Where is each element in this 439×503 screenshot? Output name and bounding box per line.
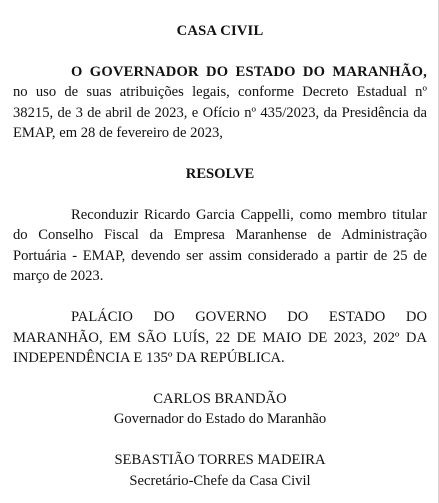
signature-block-governor (13, 389, 427, 430)
signature-role: Secretário-Chefe da Casa Civil (129, 472, 311, 489)
decision-paragraph: Reconduzir Ricardo Garcia Cappelli, como membro titular do Conselho Fiscal da Empresa Maranhense de Administração Portuária - EMAP, devendo ser assim considerado a partir de 25 de março de 2023. (13, 206, 427, 285)
governor-text: no uso de suas atribuições legais, conforme Decreto Estadual nº 38215, de 3 de abril de 2023, e Ofício nº 435/2023, da Presidência da EMAP, em 28 de fevereiro de 2023, (13, 84, 427, 142)
palace-paragraph: PALÁCIO DO GOVERNO DO ESTADO DO MARANHÃO, EM SÃO LUÍS, 22 DE MAIO DE 2023, 202º DA INDEPENDÊNCIA E 135º DA REPÚBLICA. (13, 308, 427, 367)
resolve-label: RESOLVE (185, 165, 255, 182)
governor-title: O GOVERNADOR DO ESTADO DO MARANHÃO, (71, 63, 427, 80)
signature-block-secretary (13, 450, 427, 491)
signature-name: CARLOS BRANDÃO (153, 390, 287, 407)
section-heading: CASA CIVIL (176, 23, 264, 39)
governor-paragraph (13, 62, 427, 144)
signature-role: Governador do Estado do Maranhão (113, 411, 327, 428)
signature-name: SEBASTIÃO TORRES MADEIRA (114, 451, 326, 468)
document-page (13, 21, 427, 491)
